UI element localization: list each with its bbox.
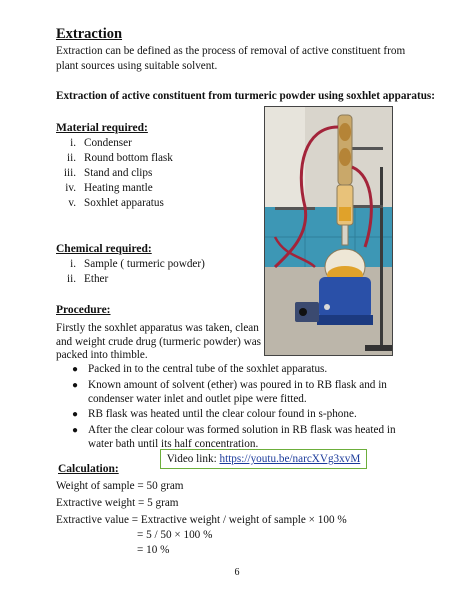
- materials-heading: Material required:: [56, 122, 148, 134]
- bullet-icon: ●: [72, 409, 79, 420]
- experiment-subheading: Extraction of active constituent from turmeric powder using soxhlet apparatus:: [56, 90, 435, 102]
- calc-line: Weight of sample = 50 gram: [56, 480, 184, 492]
- page-title: Extraction: [56, 26, 123, 42]
- calc-step: = 10 %: [137, 544, 170, 556]
- video-link-box: [160, 449, 367, 469]
- calc-line: Extractive weight = 5 gram: [56, 497, 179, 509]
- photo-drawing: [265, 107, 392, 355]
- bullet-icon: ●: [72, 364, 79, 375]
- page-number: 6: [234, 567, 240, 578]
- intro-paragraph: Extraction can be defined as the process of removal of active constituent from plant sources using suitable solvent.: [56, 45, 406, 72]
- procedure-intro: Firstly the soxhlet apparatus was taken, clean and weight crude drug (turmeric powder) was packed into thimble.: [56, 322, 262, 361]
- procedure-heading: Procedure:: [56, 304, 111, 316]
- bullet-icon: ●: [72, 425, 79, 436]
- chemicals-heading: Chemical required:: [56, 243, 152, 255]
- video-link[interactable]: https://youtu.be/narcXVg3xvM: [219, 453, 361, 465]
- calc-line: Extractive value = Extractive weight / weight of sample × 100 %: [56, 514, 347, 526]
- calc-step: = 5 / 50 × 100 %: [137, 529, 213, 541]
- soxhlet-apparatus-photo: [264, 106, 393, 356]
- bullet-icon: ●: [72, 380, 79, 391]
- calculation-heading: Calculation:: [58, 463, 119, 475]
- video-link-label: Video link:: [166, 453, 220, 465]
